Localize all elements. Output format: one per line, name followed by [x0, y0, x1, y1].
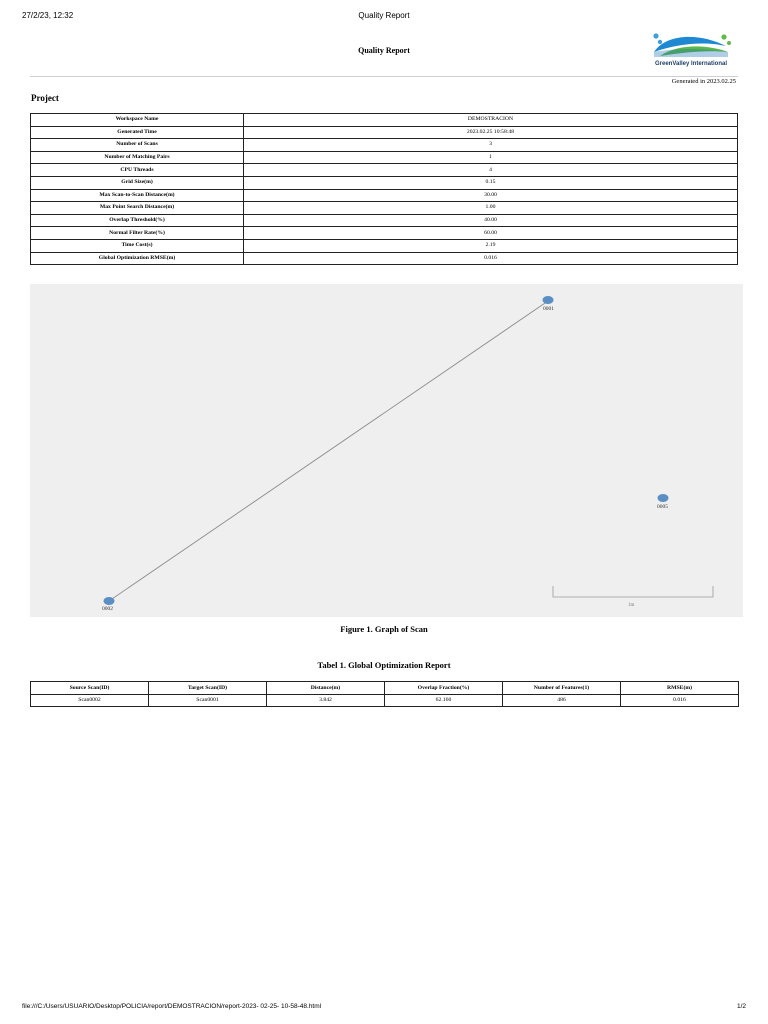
project-key: Max Scan-to-Scan Distance(m) [31, 189, 244, 202]
project-key: Generated Time [31, 126, 244, 139]
project-key: Number of Scans [31, 139, 244, 152]
project-value: 1.00 [244, 202, 738, 215]
project-key: Time Cost(s) [31, 239, 244, 252]
project-value: DEMOSTRACION [244, 114, 738, 127]
header-divider [30, 76, 738, 77]
project-key: Global Optimization RMSE(m) [31, 252, 244, 265]
project-value: 1 [244, 151, 738, 164]
scan-node-0002 [104, 597, 115, 605]
column-header: Overlap Fraction(%) [385, 682, 503, 695]
table-cell: 3.842 [267, 694, 385, 707]
project-value: 0.15 [244, 176, 738, 189]
print-header-title: Quality Report [358, 11, 410, 20]
project-value: 30.00 [244, 189, 738, 202]
project-row [31, 126, 738, 139]
project-key: Number of Matching Pairs [31, 151, 244, 164]
project-key: Workspace Name [31, 114, 244, 127]
column-header: RMSE(m) [621, 682, 739, 695]
generated-date: Generated in 2023.02.25 [671, 78, 736, 85]
project-key: Max Point Search Distance(m) [31, 202, 244, 215]
project-row [31, 227, 738, 240]
scan-node-label-0005: 0005 [657, 504, 668, 510]
project-value: 2.19 [244, 239, 738, 252]
project-value: 3 [244, 139, 738, 152]
logo-text: GreenValley International [654, 61, 728, 67]
column-header: Distance(m) [267, 682, 385, 695]
scale-label: 1m [628, 603, 635, 608]
project-row [31, 139, 738, 152]
scan-node-label-0001: 0001 [543, 306, 554, 312]
table-cell: Scan0001 [149, 694, 267, 707]
project-value: 60.00 [244, 227, 738, 240]
print-date: 27/2/23, 12:32 [22, 11, 74, 20]
project-row [31, 189, 738, 202]
project-table [30, 113, 738, 265]
project-key: Overlap Threshold(%) [31, 214, 244, 227]
project-key: Normal Filter Rate(%) [31, 227, 244, 240]
table-cell: 486 [503, 694, 621, 707]
scan-node-label-0002: 0002 [102, 606, 113, 612]
project-key: CPU Threads [31, 164, 244, 177]
project-value: 40.00 [244, 214, 738, 227]
table-cell: 62.160 [385, 694, 503, 707]
table-cell: Scan0002 [31, 694, 149, 707]
file-path: file:///C:/Users/USUARIO/Desktop/POLICIA/report/DEMOSTRACION/report-2023- 02-25- 10-58-48.html [22, 1003, 322, 1010]
project-row [31, 252, 738, 265]
project-value: 2023.02.25 10:58:48 [244, 126, 738, 139]
page-number: 1/2 [736, 1003, 746, 1010]
report-title: Quality Report [358, 46, 410, 55]
column-header: Target Scan(ID) [149, 682, 267, 695]
project-value: 4 [244, 164, 738, 177]
project-row [31, 202, 738, 215]
project-row [31, 151, 738, 164]
project-row [31, 239, 738, 252]
project-row [31, 164, 738, 177]
optimization-table [30, 681, 739, 707]
project-key: Grid Size(m) [31, 176, 244, 189]
table-cell: 0.016 [621, 694, 739, 707]
scan-graph [30, 284, 743, 617]
figure-caption: Figure 1. Graph of Scan [340, 624, 428, 634]
scan-node-0001 [543, 296, 554, 304]
table-caption: Tabel 1. Global Optimization Report [317, 660, 451, 670]
project-heading: Project [31, 93, 59, 103]
scan-node-0005 [658, 494, 669, 502]
graph-background [30, 284, 743, 617]
column-header: Source Scan(ID) [31, 682, 149, 695]
column-header: Number of Features(1) [503, 682, 621, 695]
project-row [31, 176, 738, 189]
table-row [31, 694, 739, 707]
project-row [31, 114, 738, 127]
project-row [31, 214, 738, 227]
project-value: 0.016 [244, 252, 738, 265]
